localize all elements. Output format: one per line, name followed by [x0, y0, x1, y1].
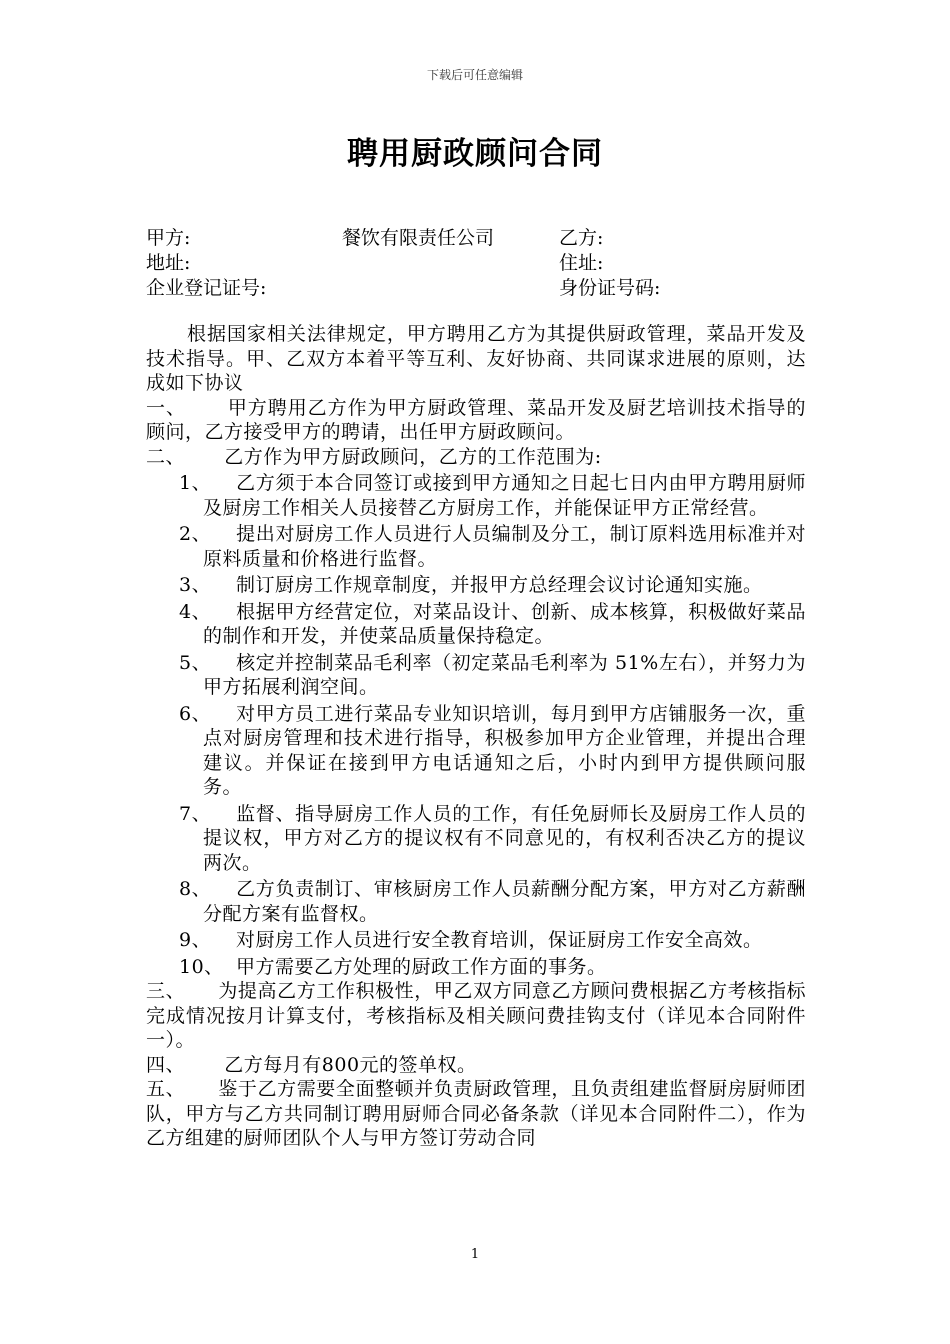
section-text: 鉴于乙方需要全面整顿并负责厨政管理，且负责组建监督厨房厨师团队，甲方与乙方共同制订聘用厨师合同必备条款（详见本合同附件二），作为乙方组建的厨师团队个人与甲方签订劳动合同 [146, 1078, 806, 1149]
section-text: 甲方聘用乙方作为甲方厨政管理、菜品开发及厨艺培训技术指导的顾问，乙方接受甲方的聘请，出任甲方厨政顾问。 [146, 396, 806, 443]
list-item-text: 根据甲方经营定位，对菜品设计、创新、成本核算，积极做好菜品的制作和开发，并使菜品质量保持稳定。 [203, 600, 806, 647]
list-item-number: 2、 [179, 523, 212, 545]
party-a-address-label: 地址: [146, 252, 191, 274]
list-item-text: 监督、指导厨房工作人员的工作，有任免厨师长及厨房工作人员的提议权，甲方对乙方的提议权有不同意见的，有权利否决乙方的提议两次。 [203, 802, 806, 874]
section-3 [146, 979, 806, 1053]
list-item [146, 802, 806, 876]
page-number: 1 [470, 1247, 480, 1262]
party-row-3 [146, 276, 806, 301]
section-text: 乙方每月有800元的签单权。 [224, 1053, 477, 1076]
party-row-2 [146, 251, 806, 276]
scope-item-list [146, 471, 806, 979]
contract-body [146, 322, 806, 1151]
list-item-number: 10、 [179, 955, 224, 978]
list-item-text: 对厨房工作人员进行安全教育培训，保证厨房工作安全高效。 [236, 929, 763, 951]
list-item-number: 8、 [179, 878, 212, 900]
list-item-number: 3、 [179, 574, 212, 596]
intro-paragraph: 根据国家相关法律规定，甲方聘用乙方为其提供厨政管理，菜品开发及技术指导。甲、乙双方本着平等互利、友好协商、共同谋求进展的原则，达成如下协议 [146, 323, 806, 394]
section-2 [146, 445, 806, 470]
list-item [146, 928, 806, 953]
list-item-text: 制订厨房工作规章制度，并报甲方总经理会议讨论通知实施。 [236, 574, 763, 596]
list-item-text: 乙方负责制订、审核厨房工作人员薪酬分配方案，甲方对乙方薪酬分配方案有监督权。 [203, 878, 806, 925]
party-b-label: 乙方: [559, 227, 604, 249]
list-item-number: 1、 [179, 472, 212, 494]
party-b-address-label: 住址: [559, 252, 604, 274]
list-item-number: 9、 [179, 929, 212, 951]
section-text: 乙方作为甲方厨政顾问，乙方的工作范围为: [224, 445, 602, 468]
parties-block [146, 226, 806, 301]
section-1 [146, 396, 806, 445]
section-number: 四、 [146, 1053, 186, 1076]
list-item [146, 702, 806, 800]
list-item [146, 600, 806, 649]
list-item-number: 4、 [179, 600, 212, 623]
list-item-text: 提出对厨房工作人员进行人员编制及分工，制订原料选用标准并对原料质量和价格进行监督。 [203, 523, 806, 570]
list-item [146, 955, 806, 980]
list-item-number: 7、 [179, 802, 212, 825]
section-number: 五、 [146, 1078, 186, 1100]
list-item-text: 对甲方员工进行菜品专业知识培训，每月到甲方店铺服务一次，重点对厨房管理和技术进行指导，积极参加甲方企业管理，并提出合理建议。并保证在接到甲方电话通知之后，小时内到甲方提供顾问服务。 [203, 702, 806, 798]
list-item-text: 甲方需要乙方处理的厨政工作方面的事务。 [236, 955, 607, 978]
section-number: 一、 [146, 396, 186, 419]
list-item [146, 471, 806, 520]
list-item [146, 651, 806, 700]
list-item-number: 6、 [179, 702, 212, 725]
section-text: 为提高乙方工作积极性，甲乙双方同意乙方顾问费根据乙方考核指标完成情况按月计算支付，考核指标及相关顾问费挂钩支付（详见本合同附件一）。 [146, 980, 806, 1051]
list-item [146, 573, 806, 598]
list-item [146, 522, 806, 571]
party-b-id-label: 身份证号码: [559, 277, 661, 299]
party-a-label: 甲方: [146, 227, 191, 249]
party-a-registration-label: 企业登记证号: [146, 277, 267, 299]
party-a-name: 餐饮有限责任公司 [342, 227, 495, 249]
section-4 [146, 1053, 806, 1078]
list-item [146, 877, 806, 926]
list-item-number: 5、 [179, 651, 212, 674]
section-5 [146, 1077, 806, 1151]
document-title: 聘用厨政顾问合同 [347, 136, 603, 172]
list-item-text: 乙方须于本合同签订或接到甲方通知之日起七日内由甲方聘用厨师及厨房工作相关人员接替乙方厨房工作，并能保证甲方正常经营。 [203, 472, 806, 519]
section-number: 二、 [146, 445, 186, 468]
list-item-text: 核定并控制菜品毛利率（初定菜品毛利率为 51%左右），并努力为甲方拓展利润空间。 [203, 651, 806, 698]
party-row-1 [146, 226, 806, 251]
section-number: 三、 [146, 980, 186, 1002]
header-note: 下载后可任意编辑 [426, 68, 523, 82]
